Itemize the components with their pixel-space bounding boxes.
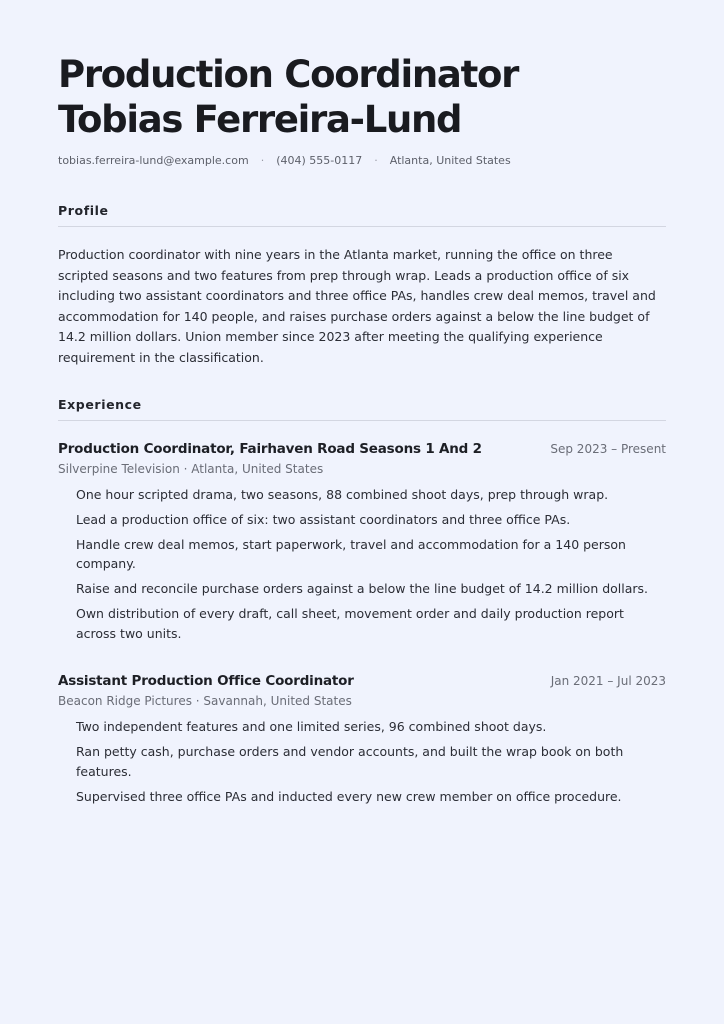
contact-location: Atlanta, United States bbox=[389, 154, 511, 167]
experience-heading: Experience bbox=[58, 397, 666, 421]
job-header bbox=[58, 673, 666, 689]
job-bullet: Ran petty cash, purchase orders and vendor accounts, and built the wrap book on both features. bbox=[76, 744, 624, 779]
job-dates: Sep 2023 – Present bbox=[550, 441, 666, 456]
job-bullet: Handle crew deal memos, start paperwork, travel and accommodation for a 140 person company. bbox=[76, 536, 626, 572]
job-bullet: Raise and reconcile purchase orders against a below the line budget of 14.2 million dollars. bbox=[76, 581, 649, 597]
job-company: Silverpine Television · Atlanta, United States bbox=[58, 461, 324, 476]
job-entry bbox=[58, 441, 666, 644]
contact-separator: · bbox=[260, 154, 265, 167]
job-bullet: One hour scripted drama, two seasons, 88 combined shoot days, prep through wrap. bbox=[76, 486, 609, 502]
job-bullet: Own distribution of every draft, call sheet, movement order and daily production report across two units. bbox=[76, 606, 624, 641]
job-bullet: Supervised three office PAs and inducted every new crew member on office procedure. bbox=[76, 788, 622, 804]
contact-email[interactable]: tobias.ferreira-lund@example.com bbox=[58, 154, 249, 167]
profile-section bbox=[58, 203, 666, 369]
candidate-name: Tobias Ferreira-Lund bbox=[58, 98, 462, 141]
job-bullets bbox=[58, 717, 666, 806]
job-bullets bbox=[58, 485, 666, 644]
job-company: Beacon Ridge Pictures · Savannah, United States bbox=[58, 694, 352, 709]
job-dates: Jan 2021 – Jul 2023 bbox=[550, 674, 666, 689]
job-title-heading: Production Coordinator bbox=[58, 53, 519, 96]
job-bullet: Two independent features and one limited series, 96 combined shoot days. bbox=[76, 719, 547, 735]
resume-title bbox=[58, 52, 666, 142]
job-bullet: Lead a production office of six: two assistant coordinators and three office PAs. bbox=[76, 511, 571, 527]
contact-phone[interactable]: (404) 555-0117 bbox=[276, 154, 363, 167]
profile-text: Production coordinator with nine years in the Atlanta market, running the office on three scripted seasons and two features from prep through wrap. Leads a production office of six including two assistant coordinators and three office PAs, handles crew deal memos, travel and accommodation for 140 people, and raises purchase orders against a below the line budget of 14.2 million dollars. Union member since 2023 after meeting the qualifying experience requirement in the classification. bbox=[58, 247, 656, 365]
profile-heading: Profile bbox=[58, 203, 666, 227]
job-header bbox=[58, 441, 666, 457]
job-title: Production Coordinator, Fairhaven Road Seasons 1 And 2 bbox=[58, 440, 482, 457]
experience-section bbox=[58, 397, 666, 807]
job-title: Assistant Production Office Coordinator bbox=[58, 673, 354, 690]
contact-info bbox=[58, 154, 666, 167]
job-entry bbox=[58, 673, 666, 806]
contact-separator: · bbox=[374, 154, 378, 167]
